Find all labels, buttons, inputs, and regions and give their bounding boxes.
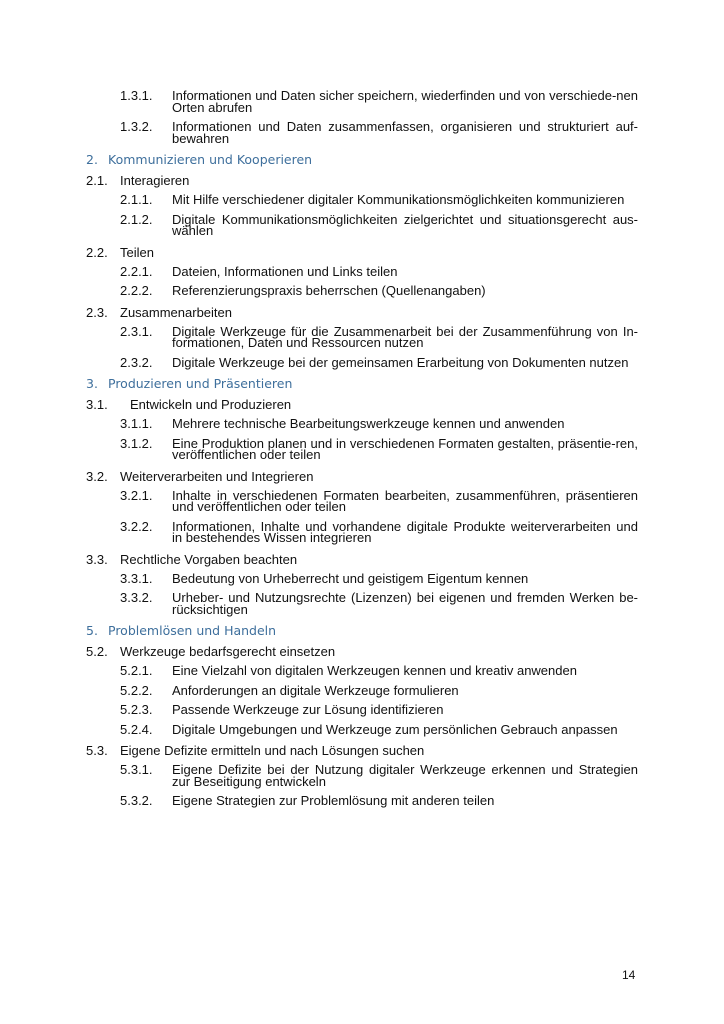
item-text: Informationen und Daten zusammenfassen, organisieren und strukturiert auf-bewahren <box>172 119 638 146</box>
subsection-heading <box>86 743 638 758</box>
item-number: 2.2.2. <box>120 283 153 298</box>
list-item <box>120 194 638 206</box>
item-text: Digitale Umgebungen und Werkzeuge zum persönlichen Gebrauch anpassen <box>172 721 618 737</box>
item-text: Eigene Defizite bei der Nutzung digitaler Werkzeuge erkennen und Strategien zur Beseitigung entwickeln <box>172 762 638 789</box>
item-number: 3.3.1. <box>120 570 153 586</box>
subsection-heading <box>86 173 638 188</box>
item-text: Zusammenarbeiten <box>120 304 232 320</box>
item-text: Entwickeln und Produzieren <box>130 397 292 412</box>
item-text: Digitale Kommunikationsmöglichkeiten zielgerichtet und situationsgerecht aus-wählen <box>172 211 638 238</box>
item-text: Interagieren <box>120 173 190 188</box>
list-item <box>120 263 638 279</box>
item-number: 3.2.1. <box>120 487 153 503</box>
item-number: 2.3. <box>86 304 108 320</box>
competence-list <box>86 84 638 815</box>
list-item <box>120 764 638 787</box>
item-number: 5.3.1. <box>120 762 153 777</box>
list-item <box>120 682 638 698</box>
item-text: Produzieren und Präsentieren <box>108 376 293 391</box>
list-item <box>120 121 638 144</box>
list-item <box>120 418 638 430</box>
item-number: 5.2.4. <box>120 721 153 737</box>
item-number: 3.3.2. <box>120 590 153 605</box>
list-item <box>120 721 638 737</box>
item-text: Rechtliche Vorgaben beachten <box>120 551 298 567</box>
item-text: Eigene Strategien zur Problemlösung mit anderen teilen <box>172 793 495 808</box>
item-text: Mehrere technische Bearbeitungswerkzeuge kennen und anwenden <box>172 416 565 431</box>
list-item <box>120 665 638 677</box>
item-text: Digitale Werkzeuge bei der gemeinsamen Erarbeitung von Dokumenten nutzen <box>172 354 629 370</box>
list-item <box>120 795 638 807</box>
item-text: Problemlösen und Handeln <box>108 623 277 638</box>
item-number: 3.1. <box>86 397 108 412</box>
item-text: Teilen <box>120 244 154 260</box>
list-item <box>120 704 638 716</box>
subsection-heading <box>86 245 638 260</box>
item-text: Mit Hilfe verschiedener digitaler Kommunikationsmöglichkeiten kommunizieren <box>172 192 625 207</box>
item-text: Bedeutung von Urheberrecht und geistigem Eigentum kennen <box>172 570 529 586</box>
subsection-heading <box>86 469 638 484</box>
list-item <box>120 285 638 297</box>
list-item <box>120 518 638 545</box>
list-item <box>120 570 638 586</box>
item-number: 3.2. <box>86 468 108 484</box>
item-text: Digitale Werkzeuge für die Zusammenarbeit bei der Zusammenführung von In-formationen, Daten und Ressourcen nutzen <box>172 323 638 350</box>
item-text: Referenzierungspraxis beherrschen (Quellenangaben) <box>172 283 486 298</box>
item-number: 2.2.1. <box>120 263 153 279</box>
list-item <box>120 487 638 514</box>
item-number: 3.1.1. <box>120 416 153 431</box>
item-text: Eigene Defizite ermitteln und nach Lösungen suchen <box>120 743 425 758</box>
page-number: 14 <box>622 968 636 982</box>
item-text: Inhalte in verschiedenen Formaten bearbeiten, zusammenführen, präsentieren und veröffentlichen oder teilen <box>172 487 638 514</box>
subsection-heading <box>86 397 638 412</box>
item-number: 2.2. <box>86 244 108 260</box>
item-text: Eine Vielzahl von digitalen Werkzeugen kennen und kreativ anwenden <box>172 663 577 678</box>
item-number: 5.2.3. <box>120 702 153 717</box>
list-item <box>120 211 638 238</box>
item-number: 3.2.2. <box>120 518 153 534</box>
section-heading <box>86 376 638 391</box>
item-text: Weiterverarbeiten und Integrieren <box>120 468 314 484</box>
item-number: 2. <box>86 152 98 167</box>
item-number: 5.3. <box>86 743 108 758</box>
item-number: 5.3.2. <box>120 793 153 808</box>
item-number: 2.1.1. <box>120 192 153 207</box>
item-text: Kommunizieren und Kooperieren <box>108 152 313 167</box>
item-number: 5.2.1. <box>120 663 153 678</box>
item-text: Eine Produktion planen und in verschiedenen Formaten gestalten, präsentie-ren, veröffentlichen oder teilen <box>172 435 638 462</box>
item-text: Informationen, Inhalte und vorhandene digitale Produkte weiterverarbeiten und in bestehendes Wissen integrieren <box>172 518 638 545</box>
item-text: Urheber- und Nutzungsrechte (Lizenzen) bei eigenen und fremden Werken be-rücksichtigen <box>172 590 638 617</box>
section-heading <box>86 152 638 167</box>
item-number: 2.3.2. <box>120 354 153 370</box>
item-number: 5.2.2. <box>120 682 153 698</box>
subsection-heading <box>86 552 638 567</box>
item-number: 5.2. <box>86 644 108 659</box>
item-number: 3. <box>86 376 98 391</box>
section-heading <box>86 623 638 638</box>
item-number: 1.3.1. <box>120 88 153 103</box>
list-item <box>120 592 638 615</box>
item-text: Anforderungen an digitale Werkzeuge formulieren <box>172 682 459 698</box>
item-text: Dateien, Informationen und Links teilen <box>172 263 398 279</box>
item-text: Werkzeuge bedarfsgerecht einsetzen <box>120 644 336 659</box>
list-item <box>120 323 638 350</box>
item-number: 2.1. <box>86 173 108 188</box>
item-number: 5. <box>86 623 98 638</box>
item-number: 1.3.2. <box>120 119 153 134</box>
list-item <box>120 354 638 370</box>
item-text: Passende Werkzeuge zur Lösung identifizieren <box>172 702 444 717</box>
subsection-heading <box>86 644 638 659</box>
item-number: 3.3. <box>86 551 108 567</box>
item-text: Informationen und Daten sicher speichern, wiederfinden und von verschiede-nen Orten abrufen <box>172 88 638 115</box>
list-item <box>120 435 638 462</box>
item-number: 2.3.1. <box>120 323 153 339</box>
list-item <box>120 90 638 113</box>
item-number: 2.1.2. <box>120 211 153 227</box>
item-number: 3.1.2. <box>120 435 153 451</box>
subsection-heading <box>86 305 638 320</box>
